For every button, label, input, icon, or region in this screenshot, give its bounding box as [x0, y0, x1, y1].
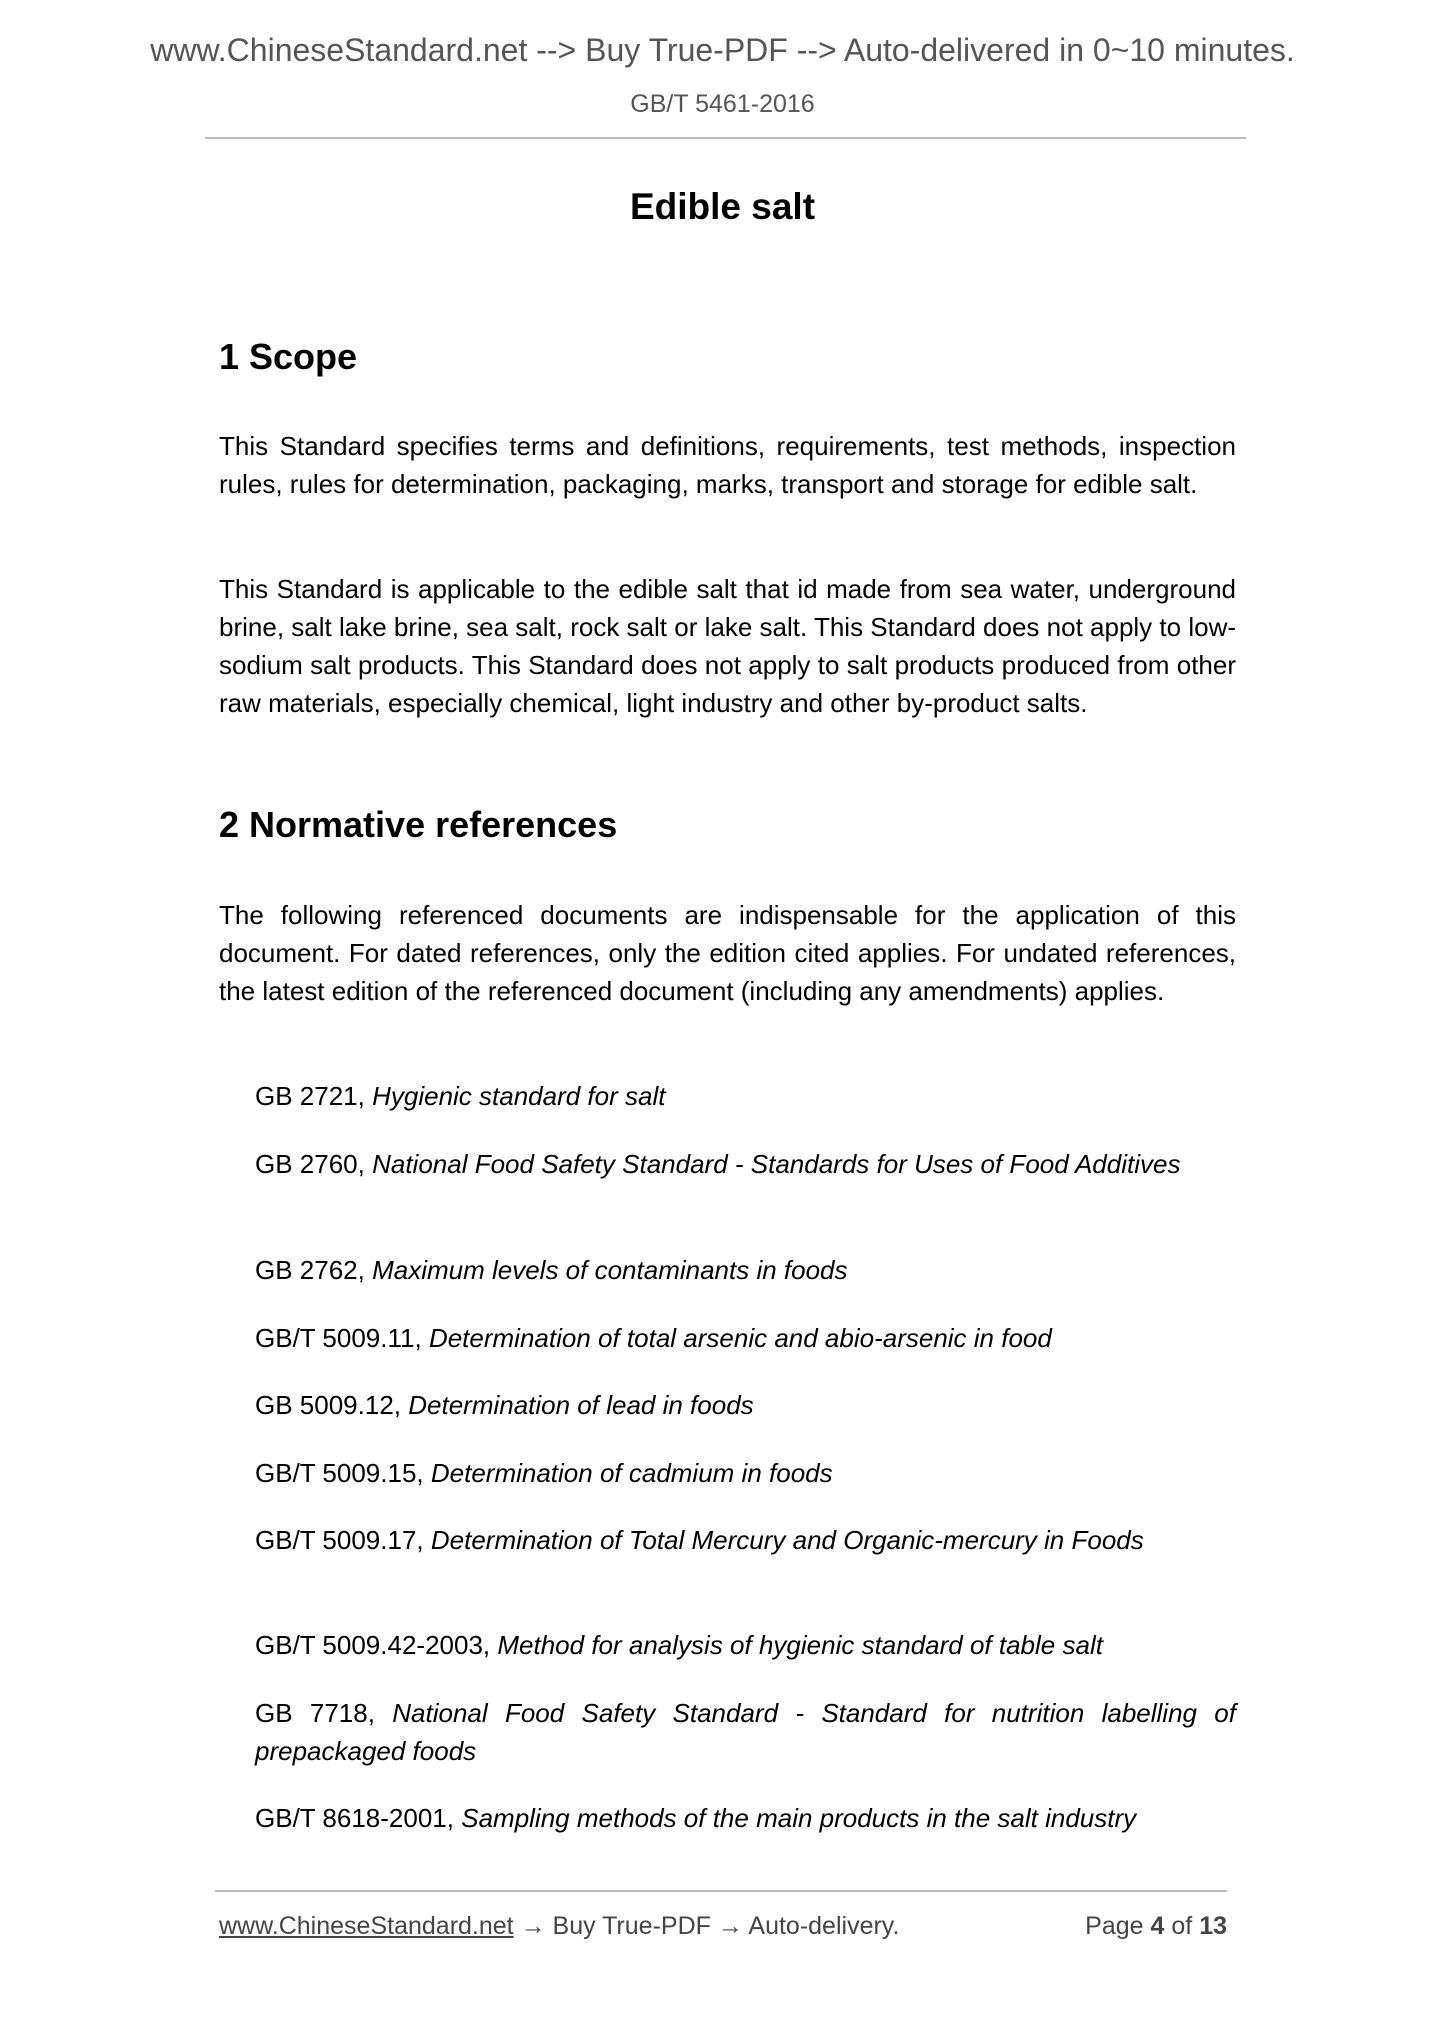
page-footer	[219, 1912, 1227, 1941]
footer-divider	[215, 1890, 1227, 1892]
header-banner: www.ChineseStandard.net --> Buy True-PDF --> Auto-delivered in 0~10 minutes.	[150, 32, 1295, 68]
reference-item: GB 2721, Hygienic standard for salt	[255, 1081, 666, 1111]
reference-item: GB/T 5009.11, Determination of total arsenic and abio-arsenic in food	[255, 1323, 1052, 1353]
reference-item: GB/T 5009.17, Determination of Total Mercury and Organic-mercury in Foods	[255, 1525, 1144, 1555]
normative-references-intro: The following referenced documents are indispensable for the application of this document. For dated references, only the edition cited applies. For undated references, the latest edition of the referenced document (including any amendments) applies.	[219, 900, 1236, 1006]
standard-number: GB/T 5461-2016	[630, 90, 815, 118]
footer-left	[219, 1912, 899, 1941]
reference-item: GB 5009.12, Determination of lead in foods	[255, 1390, 754, 1420]
footer-tagline: → Buy True-PDF → Auto-delivery.	[513, 1912, 900, 1940]
scope-paragraph-2: This Standard is applicable to the edible salt that id made from sea water, underground brine, salt lake brine, sea salt, rock salt or lake salt. This Standard does not apply to low-sodium salt products. This Standard does not apply to salt products produced from other raw materials, especially chemical, light industry and other by-product salts.	[219, 574, 1236, 718]
reference-item: GB/T 5009.42-2003, Method for analysis of hygienic standard of table salt	[255, 1630, 1103, 1660]
page-indicator: Page 4 of 13	[1085, 1912, 1227, 1940]
section-heading-normative-references: 2 Normative references	[219, 804, 618, 845]
section-heading-scope: 1 Scope	[219, 336, 358, 377]
reference-item: GB/T 5009.15, Determination of cadmium in foods	[255, 1458, 833, 1488]
reference-item: GB/T 8618-2001, Sampling methods of the main products in the salt industry	[255, 1803, 1137, 1833]
scope-paragraph-1: This Standard specifies terms and definitions, requirements, test methods, inspection rules, rules for determination, packaging, marks, transport and storage for edible salt.	[219, 431, 1236, 499]
header-divider	[205, 137, 1246, 139]
chinesestandard-link[interactable]: www.ChineseStandard.net	[219, 1912, 514, 1940]
reference-item: GB 7718, National Food Safety Standard - Standard for nutrition labelling of prepackaged foods	[255, 1698, 1236, 1766]
reference-item: GB 2762, Maximum levels of contaminants in foods	[255, 1255, 848, 1285]
document-title: Edible salt	[629, 186, 816, 227]
reference-item: GB 2760, National Food Safety Standard - Standards for Uses of Food Additives	[255, 1149, 1181, 1179]
